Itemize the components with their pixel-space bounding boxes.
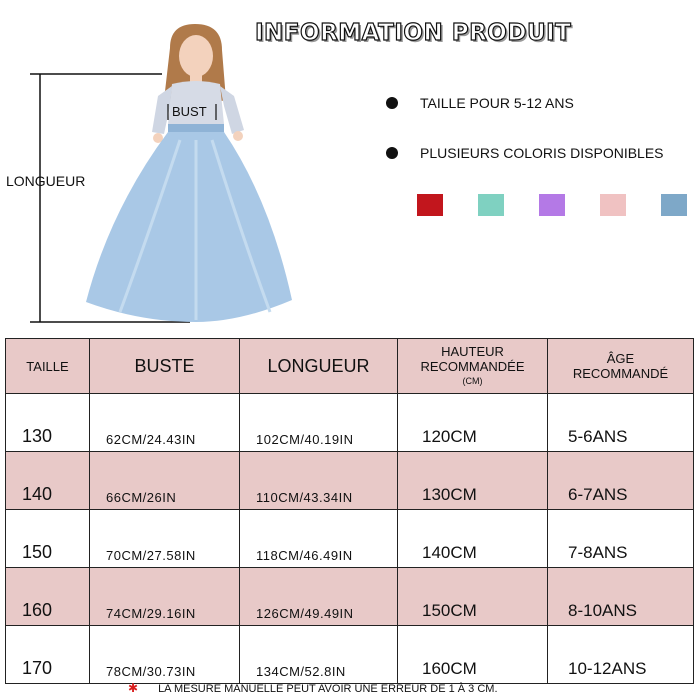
table-header-row: [6, 339, 694, 394]
cell-taille: 130: [6, 394, 90, 452]
cell-longueur: 118CM/46.49IN: [240, 510, 398, 568]
cell-age: 7-8ANS: [548, 510, 694, 568]
header-hauteur-line1: HAUTEUR: [441, 343, 504, 359]
dress-figure: [0, 0, 330, 330]
cell-age: 8-10ANS: [548, 568, 694, 626]
table-row: [6, 568, 694, 626]
footnote-text: LA MESURE MANUELLE PEUT AVOIR UNE ERREUR DE 1 À 3 CM.: [158, 683, 498, 695]
table-row: [6, 510, 694, 568]
footnote: [128, 681, 498, 695]
info-text: TAILLE POUR 5-12 ANS: [420, 95, 574, 111]
cell-buste: 74CM/29.16IN: [90, 568, 240, 626]
color-swatch-red[interactable]: [417, 194, 443, 216]
info-item-colors: [386, 142, 664, 164]
cell-hauteur: 150CM: [398, 568, 548, 626]
cell-taille: 150: [6, 510, 90, 568]
color-swatches: [417, 194, 700, 216]
cell-taille: 160: [6, 568, 90, 626]
bullet-icon: [386, 147, 398, 159]
cell-age: 6-7ANS: [548, 452, 694, 510]
bullet-icon: [386, 97, 398, 109]
header-longueur: LONGUEUR: [240, 339, 398, 394]
cell-hauteur: 160CM: [398, 626, 548, 684]
cell-longueur: 134CM/52.8IN: [240, 626, 398, 684]
header-hauteur: [398, 339, 548, 394]
header-age-line1: ÂGE: [606, 351, 635, 366]
cell-longueur: 110CM/43.34IN: [240, 452, 398, 510]
header-hauteur-line2: RECOMMANDÉE: [420, 358, 525, 374]
cell-hauteur: 140CM: [398, 510, 548, 568]
cell-taille: 170: [6, 626, 90, 684]
cell-buste: 62CM/24.43IN: [90, 394, 240, 452]
product-info-list: [386, 92, 664, 192]
info-text: PLUSIEURS COLORIS DISPONIBLES: [420, 145, 664, 161]
cell-taille: 140: [6, 452, 90, 510]
cell-hauteur: 120CM: [398, 394, 548, 452]
page-title: INFORMATION PRODUIT: [255, 20, 572, 46]
header-taille: TAILLE: [6, 339, 90, 394]
length-label: LONGUEUR: [6, 173, 86, 189]
header-age: [548, 339, 694, 394]
cell-longueur: 126CM/49.49IN: [240, 568, 398, 626]
header-buste: BUSTE: [90, 339, 240, 394]
asterisk-icon: ✱: [128, 681, 139, 695]
table-row: [6, 452, 694, 510]
cell-hauteur: 130CM: [398, 452, 548, 510]
bust-label: BUST: [172, 104, 207, 119]
cell-longueur: 102CM/40.19IN: [240, 394, 398, 452]
table-row: [6, 626, 694, 684]
header-age-line2: RECOMMANDÉ: [572, 366, 669, 381]
color-swatch-purple[interactable]: [539, 194, 565, 216]
cell-buste: 70CM/27.58IN: [90, 510, 240, 568]
color-swatch-blue[interactable]: [661, 194, 687, 216]
size-chart-table: [5, 338, 694, 684]
header-hauteur-unit: (CM): [462, 375, 483, 386]
info-item-sizes: [386, 92, 664, 114]
cell-buste: 78CM/30.73IN: [90, 626, 240, 684]
color-swatch-pink[interactable]: [600, 194, 626, 216]
dress-illustration: [0, 0, 330, 330]
cell-age: 10-12ANS: [548, 626, 694, 684]
cell-age: 5-6ANS: [548, 394, 694, 452]
table-row: [6, 394, 694, 452]
color-swatch-mint[interactable]: [478, 194, 504, 216]
cell-buste: 66CM/26IN: [90, 452, 240, 510]
